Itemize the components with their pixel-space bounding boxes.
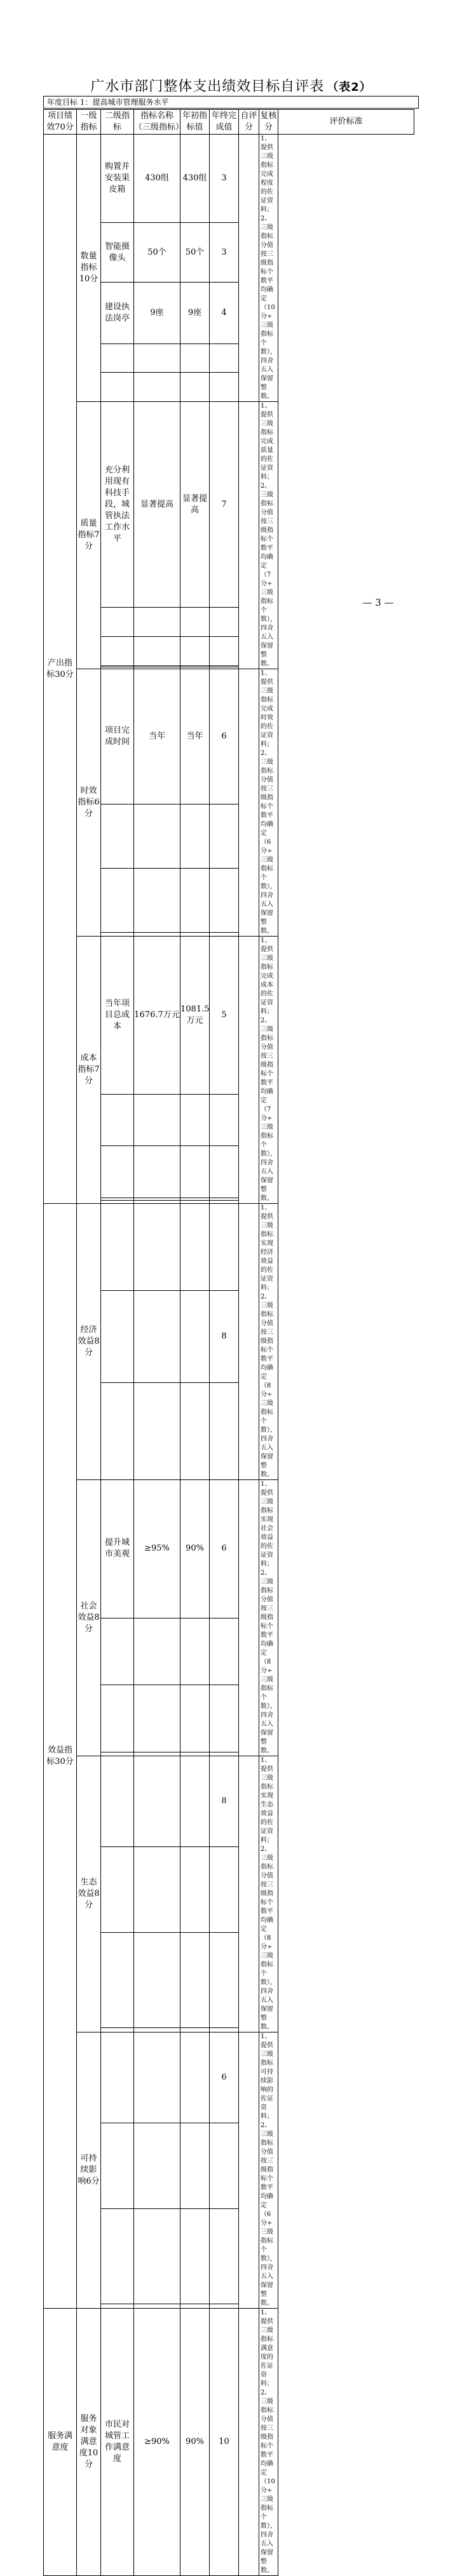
sub-social: 社会效益8分 (77, 1480, 101, 1756)
cost-actual: 1081.5万元 (180, 937, 210, 1095)
review-cost (239, 937, 259, 1204)
group-satisfaction: 服务满意度 (44, 2309, 77, 2576)
sub-ecological: 生态效益8分 (77, 1756, 101, 2032)
table-row (44, 937, 414, 1095)
criteria-timeliness: 1、提供三级指标完成时效的佐证资料；2、三级指标分值按三级指标个数平均确定（6分÷三级指标个数），四舍五入保留整数。 (259, 669, 278, 937)
q1-score: 3 (210, 135, 239, 223)
review-satisfaction (239, 2309, 259, 2576)
review-timeliness (239, 669, 259, 937)
social-score: 6 (210, 1480, 239, 1618)
title-suffix: （表2） (327, 81, 372, 94)
satisfaction-target: ≥90% (134, 2309, 180, 2576)
satisfaction-actual: 90% (180, 2309, 210, 2576)
header-level2: 二级指标 (101, 110, 134, 135)
evaluation-table (43, 109, 414, 2576)
criteria-cost: 1、提供三级指标完成成本的佐证资料；2、三级指标分值按三级指标个数平均确定（7分÷三级指标个数），四舍五入保留整数。 (259, 937, 278, 1204)
economic-score: 8 (210, 1291, 239, 1383)
review-social (239, 1480, 259, 1756)
ecological-score: 8 (210, 1756, 239, 1847)
table-row (44, 1204, 414, 1291)
q3-actual: 9座 (180, 283, 210, 344)
social-target: ≥95% (134, 1480, 180, 1618)
criteria-social: 1、提供三级指标实现社会效益的佐证资料；2、三级指标分值按三级指标个数平均确定（8分÷三级指标个数），四舍五入保留整数。 (259, 1480, 278, 1756)
page-title (0, 77, 462, 97)
header-name: 指标名称（三级指标） (134, 110, 180, 135)
annual-goal: 年度目标 1：提高城市管理服务水平 (43, 96, 419, 109)
time-actual: 当年 (180, 669, 210, 804)
criteria-satisfaction: 1、提供三级指标满意度的佐证资料；2、三级指标分值按三级指标个数平均确定（10分÷三级指标个数），四舍五入保留整数。 (259, 2309, 278, 2576)
sub-cost: 成本指标7分 (77, 937, 101, 1204)
category-cell: 项目绩效70分 (44, 110, 77, 135)
sub-economic: 经济效益8分 (77, 1204, 101, 1480)
title-main: 广水市部门整体支出绩效目标自评表 (90, 79, 325, 95)
q3-score: 4 (210, 283, 239, 344)
q1-target: 430组 (134, 135, 180, 223)
review-economic (239, 1204, 259, 1480)
q1-name: 购置并安装果皮箱 (101, 135, 134, 223)
header-target: 年初指标值 (180, 110, 210, 135)
q2-name: 智能摄像头 (101, 223, 134, 283)
time-name: 项目完成时间 (101, 669, 134, 804)
review-ecological (239, 1756, 259, 2032)
review-sustainable (239, 2032, 259, 2309)
table-row (44, 135, 414, 223)
q2-target: 50个 (134, 223, 180, 283)
social-actual: 90% (180, 1480, 210, 1618)
header-level1: 一级指标 (77, 110, 101, 135)
criteria-quality: 1、提供三级指标完成质量的佐证资料；2、三级指标分值按三级指标个数平均确定（7分÷三级指标个数），四舍五入保留整数。 (259, 402, 278, 669)
sub-quality: 质量指标7分 (77, 402, 101, 669)
satisfaction-name: 市民对城管工作满意度 (101, 2309, 134, 2576)
page-number: — 3 — (362, 597, 394, 608)
quality-score: 7 (210, 402, 239, 608)
group-output: 产出指标30分 (44, 135, 77, 1204)
q3-target: 9座 (134, 283, 180, 344)
cost-name: 当年项目总成本 (101, 937, 134, 1095)
criteria-sustainable: 1、提供三级指标可持续影响的佐证资料；2、三级指标分值按三级指标个数平均确定（6分÷三级指标个数），四舍五入保留整数。 (259, 2032, 278, 2309)
header-review-score: 复核分 (259, 110, 278, 135)
table-row (44, 669, 414, 804)
table-row (44, 2309, 414, 2576)
review-quantity (239, 135, 259, 402)
table-row (44, 2032, 414, 2123)
criteria-ecological: 1、提供三级指标实现生态效益的佐证资料；2、三级指标分值按三级指标个数平均确定（8分÷三级指标个数），四舍五入保留整数。 (259, 1756, 278, 2032)
table-row (44, 402, 414, 608)
review-quality (239, 402, 259, 669)
q2-score: 3 (210, 223, 239, 283)
q3-name: 建设执法岗亭 (101, 283, 134, 344)
cost-score: 5 (210, 937, 239, 1095)
criteria-economic: 1、提供三级指标实现经济效益的佐证资料；2、三级指标分值按三级指标个数平均确定（8分÷三级指标个数），四舍五入保留整数。 (259, 1204, 278, 1480)
time-target: 当年 (134, 669, 180, 804)
group-benefit: 效益指标30分 (44, 1204, 77, 2309)
header-row (44, 110, 414, 135)
header-self-score: 自评分 (239, 110, 259, 135)
satisfaction-score: 10 (210, 2309, 239, 2576)
sub-timeliness: 时效指标6分 (77, 669, 101, 937)
table-row (44, 1756, 414, 1847)
cost-target: 1676.7万元 (134, 937, 180, 1095)
sub-satisfaction: 服务对象满意度10分 (77, 2309, 101, 2576)
sustainable-score: 6 (210, 2032, 239, 2123)
header-criteria: 评价标准 (278, 110, 414, 135)
q1-actual: 430组 (180, 135, 210, 223)
criteria-quantity: 1、提供三级指标完成程度的佐证资料；2、三级指标分值按三级指标个数平均确定（10分÷三级指标个数），四舍五入保留整数。 (259, 135, 278, 402)
quality-actual: 显著提高 (180, 402, 210, 608)
social-name: 提升城市美观 (101, 1480, 134, 1618)
q2-actual: 50个 (180, 223, 210, 283)
time-score: 6 (210, 669, 239, 804)
quality-target: 显著提高 (134, 402, 180, 608)
quality-name: 充分利用现有科技手段，城管执法工作水平 (101, 402, 134, 608)
sub-sustainable: 可持续影响6分 (77, 2032, 101, 2309)
header-actual: 年终完成值 (210, 110, 239, 135)
table-row (44, 1480, 414, 1618)
sub-quantity: 数量指标10分 (77, 135, 101, 402)
